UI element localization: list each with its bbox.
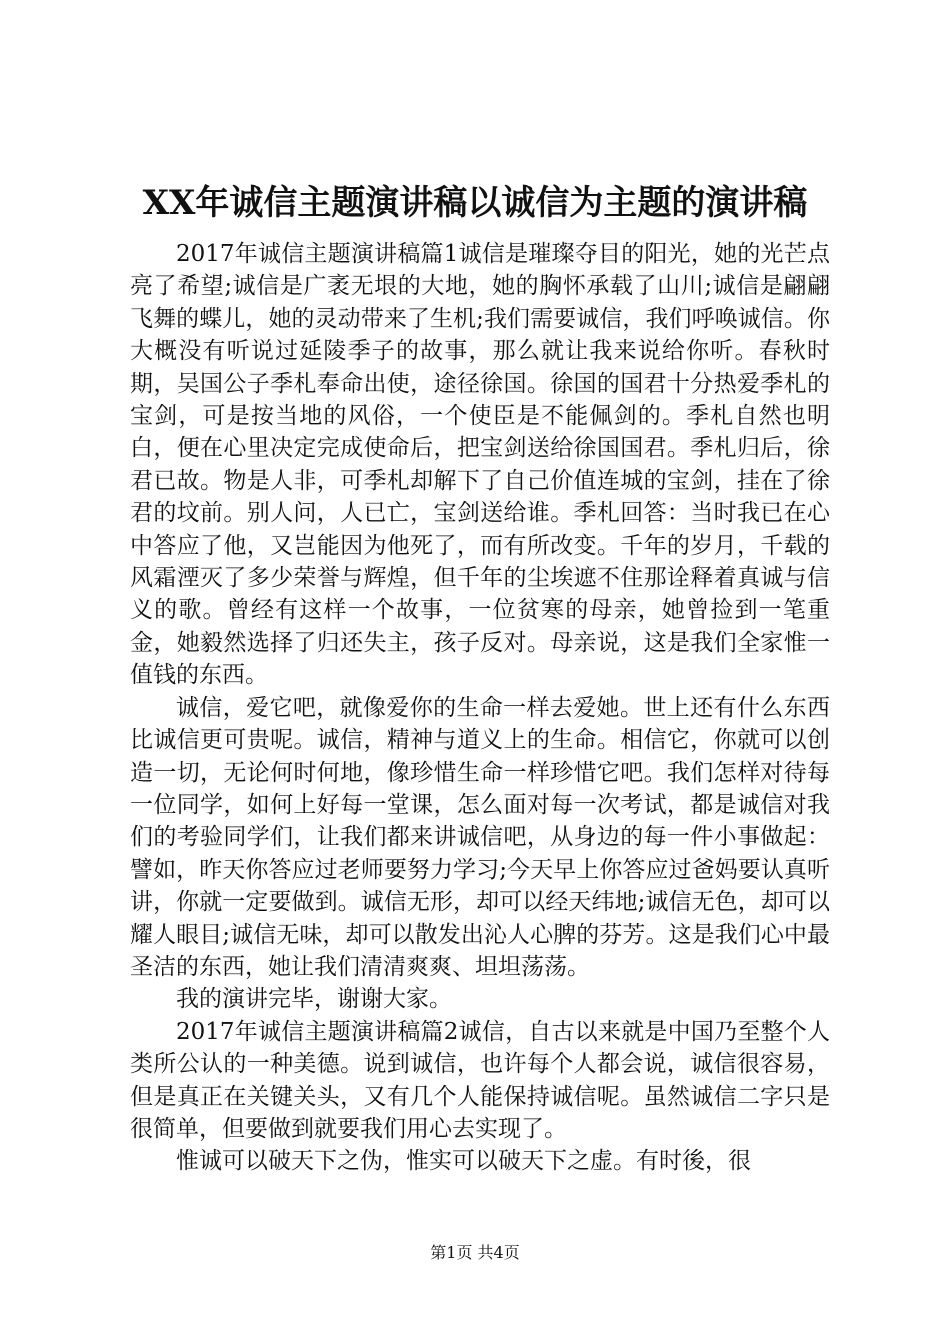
- paragraph: 2017年诚信主题演讲稿篇2诚信，自古以来就是中国乃至整个人类所公认的一种美德。说到诚信，也许每个人都会说，诚信很容易，但是真正在关键关头，又有几个人能保持诚信呢。虽然诚信二字只是很简单，但要做到就要我们用心去实现了。: [130, 1018, 830, 1142]
- page-number-footer: 第1页 共4页: [430, 1243, 520, 1262]
- document-body: [130, 238, 830, 1178]
- paragraph: 2017年诚信主题演讲稿篇1诚信是璀璨夺目的阳光，她的光芒点亮了希望;诚信是广袤无垠的大地，她的胸怀承载了山川;诚信是翩翩飞舞的蝶儿，她的灵动带来了生机;我们需要诚信，我们呼唤诚信。你大概没有听说过延陵季子的故事，那么就让我来说给你听。春秋时期，吴国公子季札奉命出使，途径徐国。徐国的国君十分热爱季札的宝剑，可是按当地的风俗，一个使臣是不能佩剑的。季札自然也明白，便在心里决定完成使命后，把宝剑送给徐国国君。季札归后，徐君已故。物是人非，可季札却解下了自己价值连城的宝剑，挂在了徐君的坟前。别人问，人已亡，宝剑送给谁。季札回答：当时我已在心中答应了他，又岂能因为他死了，而有所改变。千年的岁月，千载的风霜湮灭了多少荣誉与辉煌，但千年的尘埃遮不住那诠释着真诚与信义的歌。曾经有这样一个故事，一位贫寒的母亲，她曾捡到一笔重金，她毅然选择了归还失主，孩子反对。母亲说，这是我们全家惟一值钱的东西。: [130, 241, 830, 689]
- paragraph: 惟诚可以破天下之伪，惟实可以破天下之虚。有时後，很: [176, 1148, 751, 1175]
- paragraph: 诚信，爱它吧，就像爱你的生命一样去爱她。世上还有什么东西比诚信更可贵呢。诚信，精神与道义上的生命。相信它，你就可以创造一切，无论何时何地，像珍惜生命一样珍惜它吧。我们怎样对待每一位同学，如何上好每一堂课，怎么面对每一次考试，都是诚信对我们的考验同学们，让我们都来讲诚信吧，从身边的每一件小事做起：譬如，昨天你答应过老师要努力学习;今天早上你答应过爸妈要认真听讲，你就一定要做到。诚信无形，却可以经天纬地;诚信无色，却可以耀人眼目;诚信无味，却可以散发出沁人心脾的芬芳。这是我们心中最圣洁的东西，她让我们清清爽爽、坦坦荡荡。: [130, 694, 830, 980]
- document-title: XX年诚信主题演讲稿以诚信为主题的演讲稿: [142, 183, 808, 223]
- paragraph: 我的演讲完毕，谢谢大家。: [176, 986, 452, 1013]
